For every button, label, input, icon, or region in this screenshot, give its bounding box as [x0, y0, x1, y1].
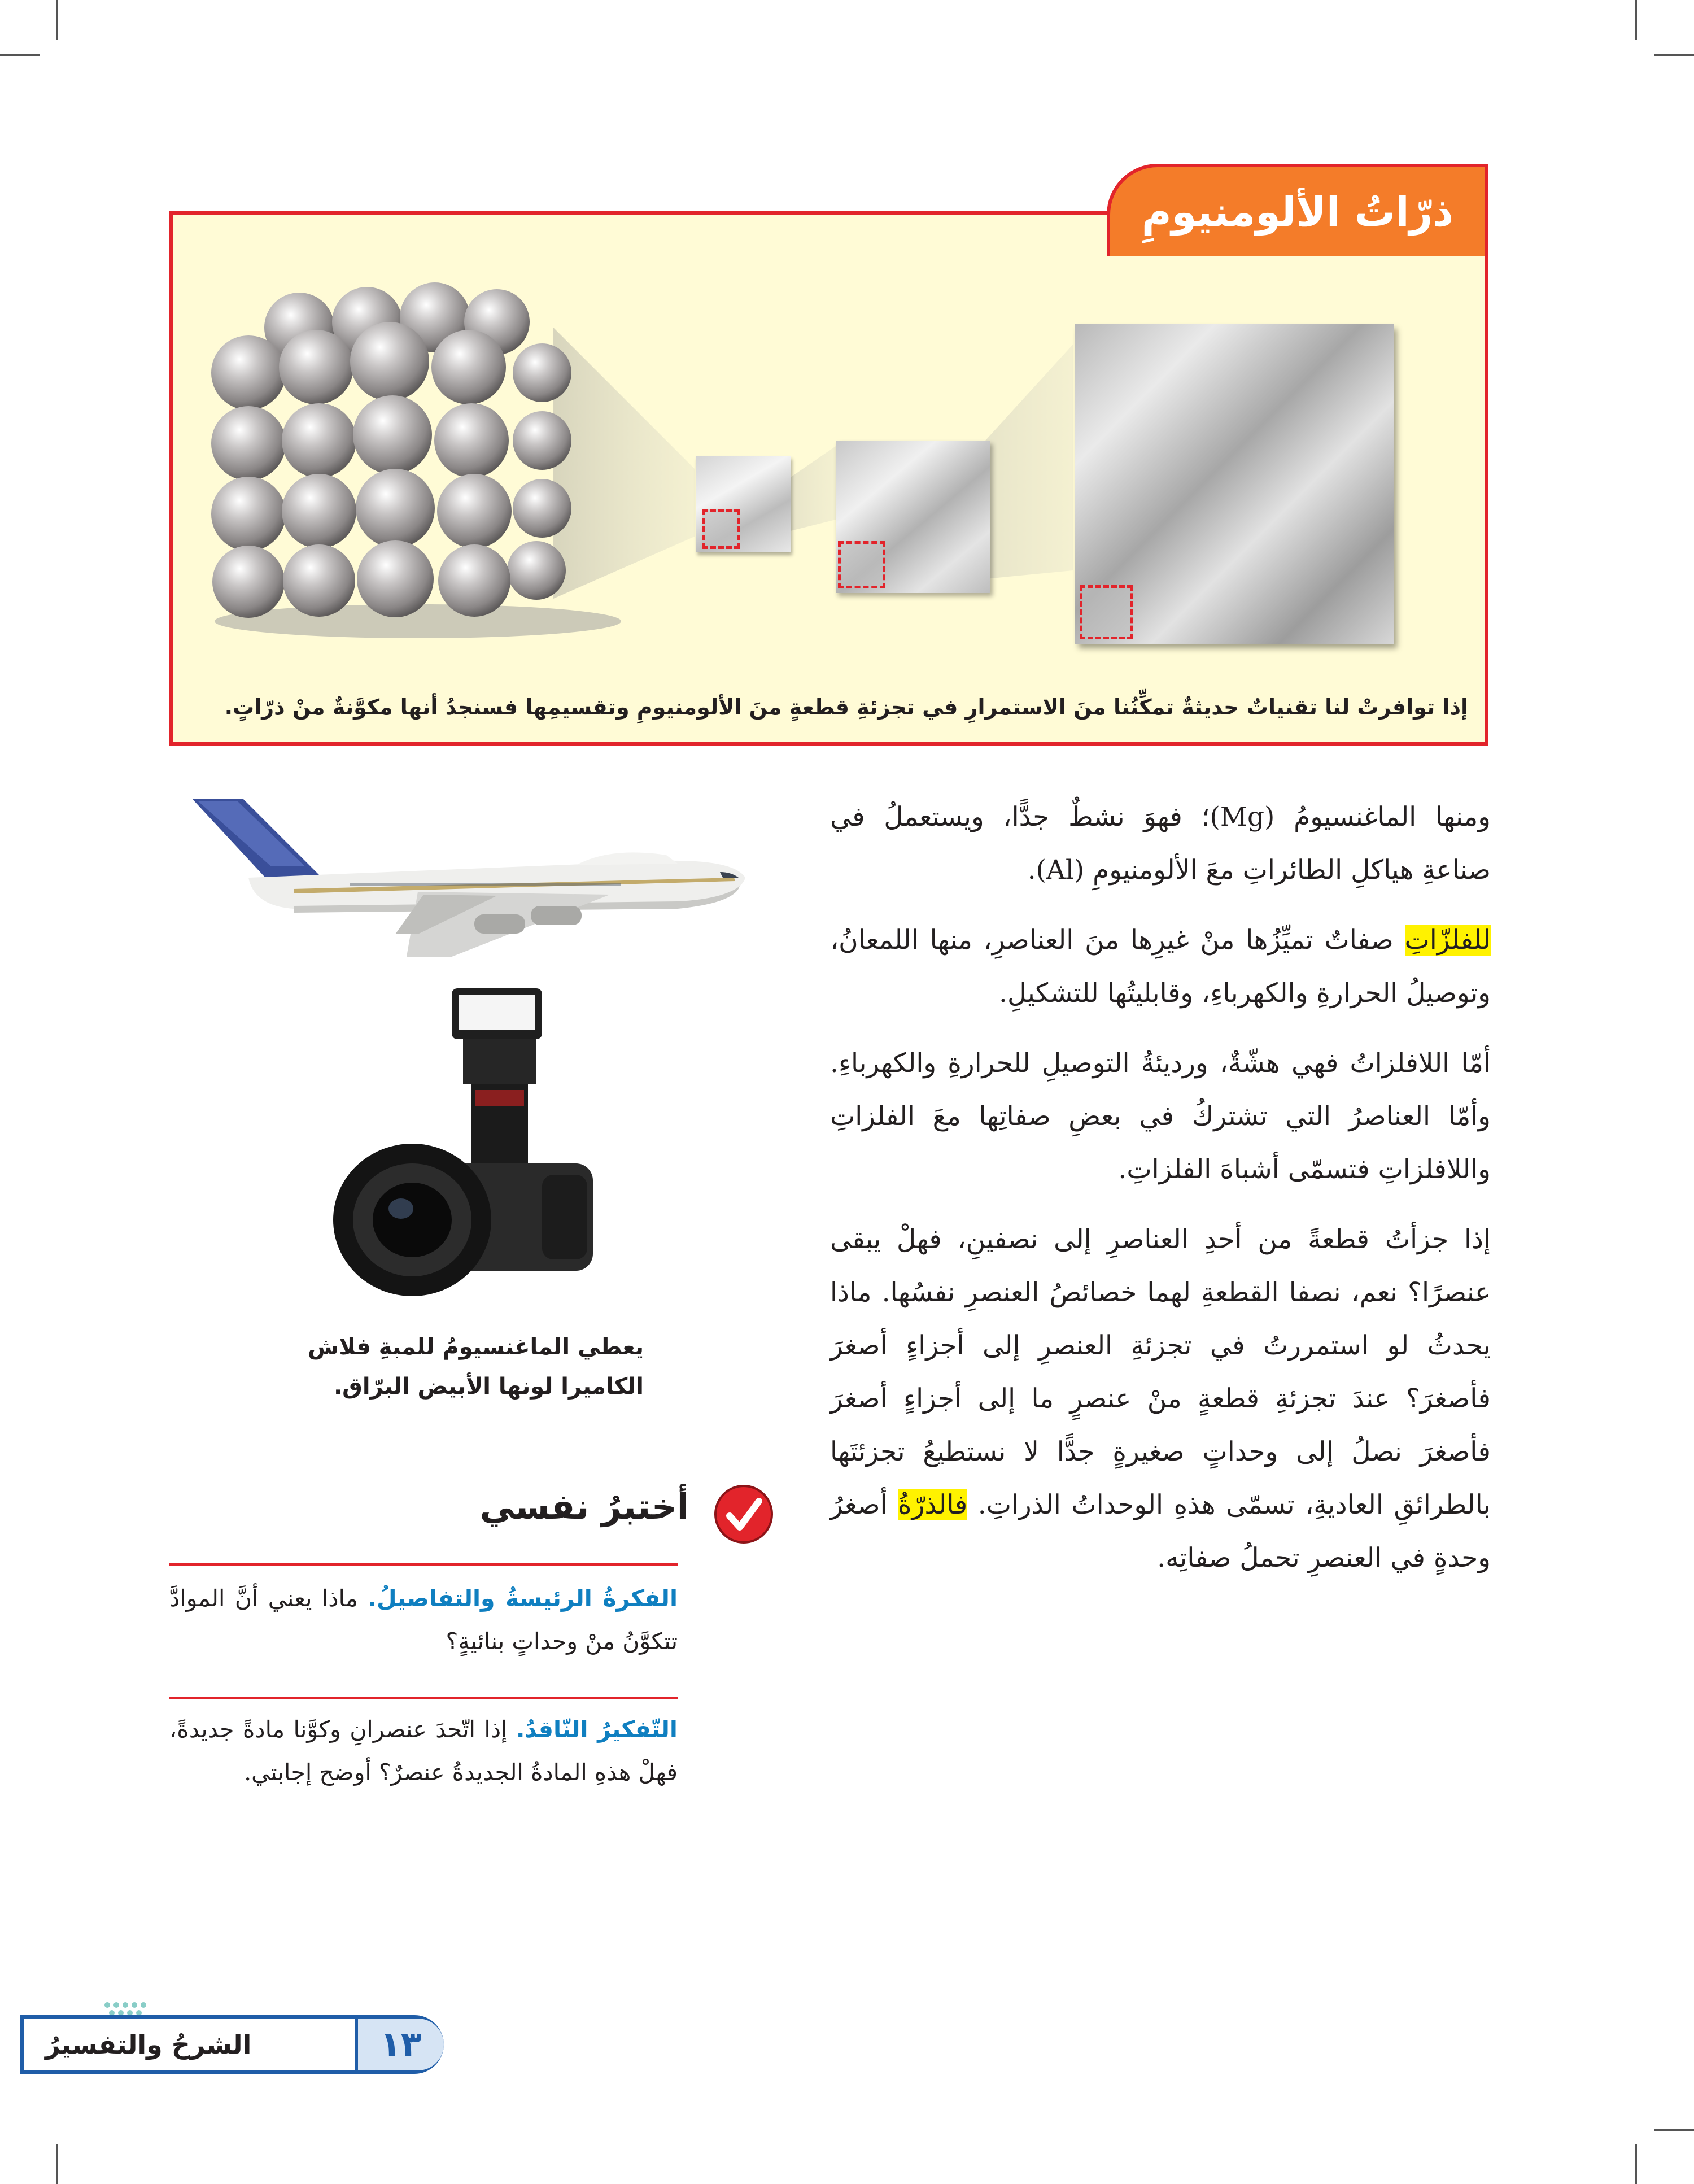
- figure-title-tab: [1107, 164, 1488, 256]
- paragraph-atom-text: إذا جزأتُ قطعةً من أحدِ العناصرِ إلى نصفينِ، فهلْ يبقى عنصرًا؟ نعم، نصفا القطعةِ لهما خصائصُ العنصرِ نفسُها. ماذا يحدثُ لو استمررتُ في تجزئةِ العنصرِ إلى أجزاءٍ أصغرَ فأصغرَ؟ عندَ تجزئةِ قطعةٍ منْ عنصرٍ ما إلى أجزاءٍ أصغرَ فأصغرَ نصلُ إلى وحداتٍ صغيرةٍ جدًّا لا نستطيعُ تجزئتَها بالطرائقِ العاديةِ، تسمّى هذهِ الوحداتُ الذراتِ.: [830, 1224, 1491, 1520]
- paragraph-nonmetals: أمّا اللافلزاتُ فهي هشّةٌ، ورديئةُ التوصيلِ للحرارةِ والكهرباءِ. وأمّا العناصرُ التي تشتركُ في بعضِ صفاتِها معَ الفلزاتِ واللافلزاتِ فتسمّى أشباهَ الفلزاتِ.: [830, 1048, 1491, 1185]
- question-main-idea: [169, 1577, 678, 1663]
- zoom-region-small: [702, 509, 740, 549]
- question-main-idea-text: ماذا يعني أنَّ الموادَّ تتكوَّنُ منْ وحداتٍ بنائيةٍ؟: [169, 1585, 678, 1655]
- paragraph-atom: [830, 1213, 1491, 1585]
- crop-mark: [56, 2144, 58, 2184]
- paragraph-magnesium: ومنها الماغنسيومُ (Mg)؛ فهوَ نشطٌ جدًّا، ويستعملُ في صناعةِ هياكلِ الطائراتِ معَ الألومنيومِ (Al).: [830, 801, 1491, 886]
- term-metals: للفلزّاتِ: [1404, 925, 1491, 956]
- question-critical-thinking: [169, 1708, 678, 1794]
- question-main-idea-heading: الفكرةُ الرئيسةُ والتفاصيلُ.: [368, 1585, 678, 1612]
- airplane-image: [181, 793, 757, 962]
- term-atom: فالذرّةُ: [898, 1489, 968, 1520]
- crop-mark: [1654, 2129, 1694, 2131]
- paragraph-atom-end: أصغرُ وحدةٍ في العنصرِ تحملُ صفاتِه.: [830, 1489, 1491, 1573]
- zoom-region-medium: [838, 541, 885, 588]
- camera-flash-image: [328, 983, 599, 1299]
- paragraph-metals-text: صفاتٌ تميِّزُها منْ غيرِها منَ العناصرِ، منها اللمعانُ، وتوصيلُ الحرارةِ والكهرباءِ، وقابليتُها للتشكيلِ.: [830, 925, 1491, 1009]
- footer-section-label: الشرحُ والتفسيرُ: [45, 2029, 252, 2060]
- checkmark-icon: [713, 1483, 775, 1545]
- figure-title: ذرّاتُ الألومنيومِ: [1141, 188, 1454, 236]
- figure-caption: إذا توافرتْ لنا تقنياتٌ حديثةٌ تمكِّنُنا منَ الاستمرارِ في تجزئةِ قطعةٍ منَ الألومنيومِ وتقسيمِها فسنجدُ أنها مكوَّنةٌ منْ ذرّاتٍ.: [224, 695, 1468, 720]
- crop-mark: [1635, 2144, 1637, 2184]
- crop-mark: [1635, 0, 1637, 40]
- question-critical-thinking-text: إذا اتّحدَ عنصرانِ وكوَّنا مادةً جديدةً، فهلْ هذهِ المادةُ الجديدةُ عنصرٌ؟ أوضح إجابتي.: [169, 1716, 678, 1786]
- divider: [169, 1563, 678, 1566]
- camera-caption: يعطي الماغنسيومُ للمبةِ فلاش الكاميرا لونها الأبيض البرّاق.: [308, 1334, 644, 1400]
- crop-mark: [1654, 54, 1694, 56]
- paragraph-metals: [830, 914, 1491, 1020]
- crop-mark: [56, 0, 58, 40]
- question-critical-thinking-heading: التّفكيرُ النّاقدُ.: [516, 1716, 678, 1743]
- self-check-title: أختبرُ نفسي: [479, 1486, 689, 1527]
- page-number: ١٣: [355, 2019, 444, 2070]
- divider: [169, 1697, 678, 1699]
- zoom-region-large: [1080, 585, 1133, 639]
- main-text-column: [830, 791, 1491, 1602]
- crop-mark: [0, 54, 40, 56]
